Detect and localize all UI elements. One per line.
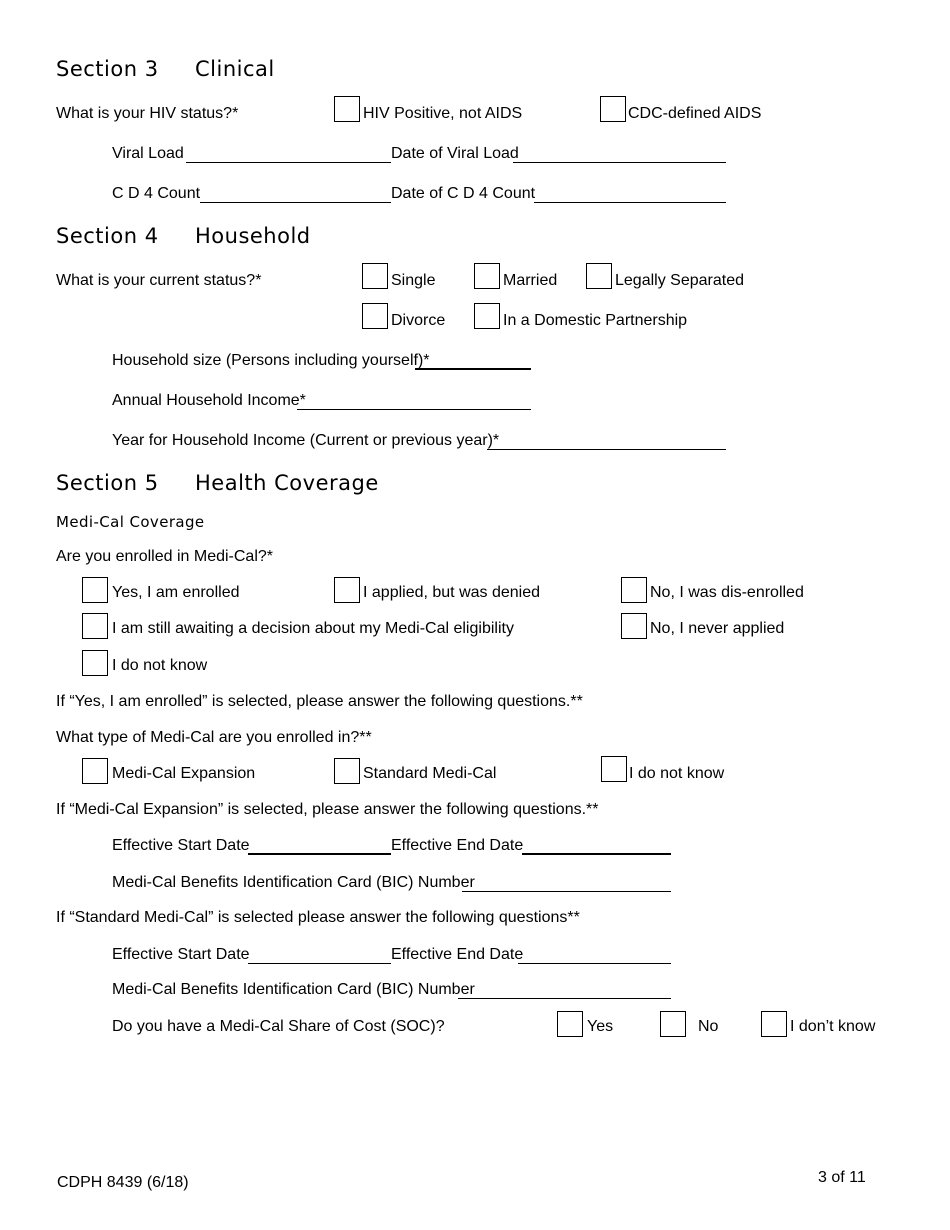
expansion-bic-label: Medi-Cal Benefits Identification Card (BIC) Number <box>112 874 475 891</box>
hiv-status-question: What is your HIV status?* <box>56 105 239 122</box>
standard-bic-field[interactable] <box>458 998 671 999</box>
standard-end-date-label: Effective End Date <box>391 946 524 963</box>
cdc-aids-checkbox[interactable] <box>600 96 626 122</box>
medi-cal-type-question: What type of Medi-Cal are you enrolled in?** <box>56 729 372 746</box>
expansion-end-date-field[interactable] <box>522 853 671 855</box>
divorce-checkbox[interactable] <box>362 303 388 329</box>
soc-yes-label: Yes <box>587 1018 614 1035</box>
if-standard-note: If “Standard Medi-Cal” is selected please answer the following questions** <box>56 909 580 926</box>
soc-no-label: No <box>698 1018 719 1035</box>
never-applied-label: No, I never applied <box>650 620 785 637</box>
cd4-count-field[interactable] <box>200 202 391 203</box>
single-label: Single <box>391 272 436 289</box>
household-size-field[interactable] <box>415 368 531 370</box>
single-checkbox[interactable] <box>362 263 388 289</box>
household-size-label: Household size (Persons including yourself)* <box>112 352 430 369</box>
if-yes-note: If “Yes, I am enrolled” is selected, please answer the following questions.** <box>56 693 583 710</box>
section5-number: Section 5 <box>56 471 159 495</box>
soc-yes-checkbox[interactable] <box>557 1011 583 1037</box>
legally-separated-label: Legally Separated <box>615 272 744 289</box>
standard-start-date-field[interactable] <box>248 963 391 964</box>
cd4-count-label: C D 4 Count <box>112 185 201 202</box>
expansion-label: Medi-Cal Expansion <box>112 765 256 782</box>
expansion-start-date-label: Effective Start Date <box>112 837 250 854</box>
annual-income-label: Annual Household Income* <box>112 392 306 409</box>
standard-checkbox[interactable] <box>334 758 360 784</box>
date-cd4-label: Date of C D 4 Count <box>391 185 536 202</box>
divorce-label: Divorce <box>391 312 446 329</box>
enrolled-do-not-know-label: I do not know <box>112 657 208 674</box>
section3-number: Section 3 <box>56 57 159 81</box>
disenrolled-label: No, I was dis-enrolled <box>650 584 804 601</box>
expansion-start-date-field[interactable] <box>248 853 391 855</box>
domestic-partnership-checkbox[interactable] <box>474 303 500 329</box>
yes-enrolled-label: Yes, I am enrolled <box>112 584 240 601</box>
section3-title: Clinical <box>195 57 275 81</box>
awaiting-decision-label: I am still awaiting a decision about my Medi-Cal eligibility <box>112 620 514 637</box>
expansion-bic-field[interactable] <box>462 891 671 892</box>
page-number: 3 of 11 <box>818 1169 866 1186</box>
annual-income-field[interactable] <box>297 409 531 410</box>
soc-question: Do you have a Medi-Cal Share of Cost (SOC)? <box>112 1018 445 1035</box>
type-do-not-know-label: I do not know <box>629 765 725 782</box>
income-year-label: Year for Household Income (Current or previous year)* <box>112 432 500 449</box>
if-expansion-note: If “Medi-Cal Expansion” is selected, please answer the following questions.** <box>56 801 599 818</box>
applied-denied-label: I applied, but was denied <box>363 584 541 601</box>
cdc-aids-label: CDC-defined AIDS <box>628 105 762 122</box>
applied-denied-checkbox[interactable] <box>334 577 360 603</box>
married-checkbox[interactable] <box>474 263 500 289</box>
section5-title: Health Coverage <box>195 471 379 495</box>
domestic-partnership-label: In a Domestic Partnership <box>503 312 688 329</box>
yes-enrolled-checkbox[interactable] <box>82 577 108 603</box>
never-applied-checkbox[interactable] <box>621 613 647 639</box>
enrolled-do-not-know-checkbox[interactable] <box>82 650 108 676</box>
hiv-positive-label: HIV Positive, not AIDS <box>363 105 523 122</box>
standard-end-date-field[interactable] <box>518 963 671 964</box>
awaiting-decision-checkbox[interactable] <box>82 613 108 639</box>
date-viral-load-field[interactable] <box>513 162 726 163</box>
enrolled-question: Are you enrolled in Medi-Cal?* <box>56 548 273 565</box>
legally-separated-checkbox[interactable] <box>586 263 612 289</box>
standard-start-date-label: Effective Start Date <box>112 946 250 963</box>
disenrolled-checkbox[interactable] <box>621 577 647 603</box>
viral-load-label: Viral Load <box>112 145 184 162</box>
soc-dont-know-label: I don’t know <box>790 1018 876 1035</box>
hiv-positive-checkbox[interactable] <box>334 96 360 122</box>
date-cd4-field[interactable] <box>534 202 726 203</box>
form-id: CDPH 8439 (6/18) <box>57 1174 189 1191</box>
standard-label: Standard Medi-Cal <box>363 765 497 782</box>
soc-no-checkbox[interactable] <box>660 1011 686 1037</box>
soc-dont-know-checkbox[interactable] <box>761 1011 787 1037</box>
viral-load-field[interactable] <box>186 162 391 163</box>
section4-number: Section 4 <box>56 224 159 248</box>
income-year-field[interactable] <box>487 449 726 450</box>
married-label: Married <box>503 272 558 289</box>
expansion-end-date-label: Effective End Date <box>391 837 524 854</box>
medi-cal-coverage-subheading: Medi-Cal Coverage <box>56 513 205 531</box>
section4-title: Household <box>195 224 311 248</box>
date-viral-load-label: Date of Viral Load <box>391 145 519 162</box>
type-do-not-know-checkbox[interactable] <box>601 756 627 782</box>
standard-bic-label: Medi-Cal Benefits Identification Card (BIC) Number <box>112 981 475 998</box>
current-status-question: What is your current status?* <box>56 272 262 289</box>
expansion-checkbox[interactable] <box>82 758 108 784</box>
